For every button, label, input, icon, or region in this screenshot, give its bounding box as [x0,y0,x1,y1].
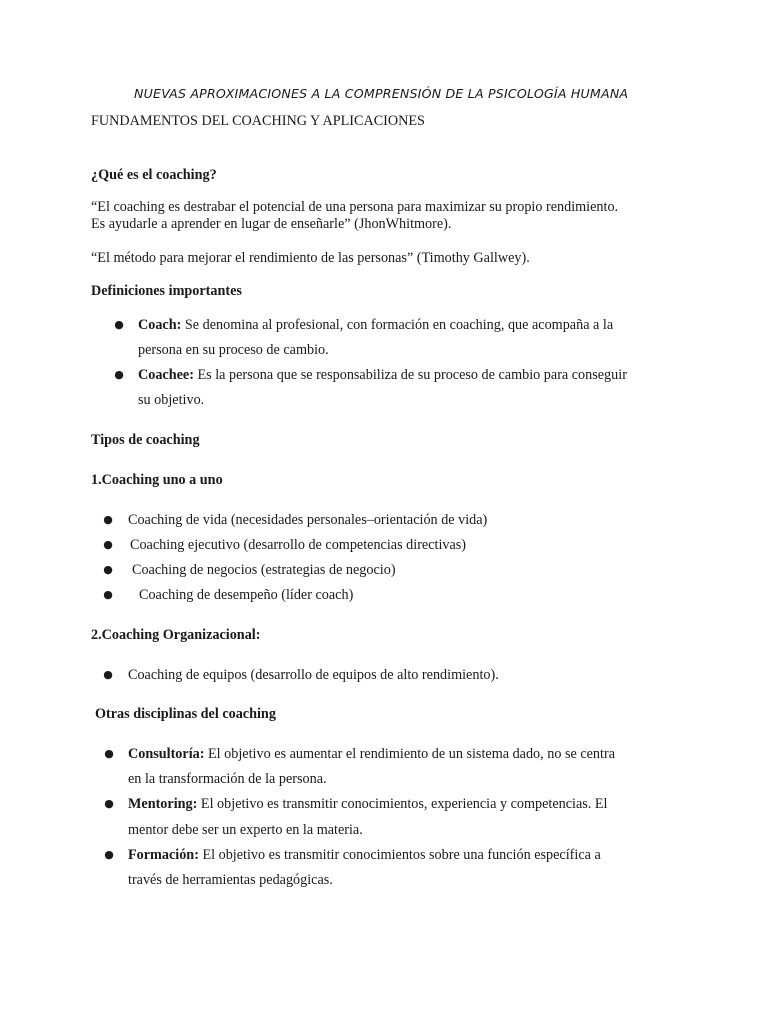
subsection-heading-one-to-one: 1.Coaching uno a uno [91,472,223,488]
definition-term: Coachee: [138,367,194,383]
bullet-icon: ● [104,747,114,760]
document-subtitle: FUNDAMENTOS DEL COACHING Y APLICACIONES [91,113,425,129]
bullet-icon: ● [103,668,113,681]
definition-text [138,316,613,334]
definition-body-line-2: su objetivo. [138,392,205,408]
subsection-heading-organizational: 2.Coaching Organizacional: [91,627,261,643]
quote-whitmore-line-1: “El coaching es destrabar el potencial de una persona para maximizar su propio rendimiento. [91,199,619,215]
definition-body-line-2: persona en su proceso de cambio. [138,342,329,358]
definition-text [138,366,627,384]
discipline-text [128,795,608,813]
list-item-text: Coaching de equipos (desarrollo de equipos de alto rendimiento). [128,667,499,683]
discipline-body-line-1: El objetivo es transmitir conocimientos, experiencia y competencias. El [197,796,608,812]
bullet-icon: ● [103,563,113,576]
discipline-body-line-2: través de herramientas pedagógicas. [128,872,333,888]
discipline-text [128,846,601,864]
bullet-icon: ● [114,318,124,331]
bullet-icon: ● [104,848,114,861]
quote-gallwey: “El método para mejorar el rendimiento de las personas” (Timothy Gallwey). [91,250,530,266]
document-title: NUEVAS APROXIMACIONES A LA COMPRENSIÓN DE LA PSICOLOGÍA HUMANA [134,86,629,101]
section-heading-definitions: Definiciones importantes [91,283,242,299]
definition-term: Coach: [138,317,182,333]
discipline-body-line-2: en la transformación de la persona. [128,771,327,787]
definition-body-line-1: Se denomina al profesional, con formación en coaching, que acompaña a la [181,317,614,333]
list-item-text: Coaching de negocios (estrategias de negocio) [132,562,396,578]
list-item-text: Coaching de vida (necesidades personales–orientación de vida) [128,512,488,528]
section-heading-other-disciplines: Otras disciplinas del coaching [95,706,276,722]
list-item-text: Coaching ejecutivo (desarrollo de competencias directivas) [130,537,467,553]
bullet-icon: ● [114,368,124,381]
definition-body-line-1: Es la persona que se responsabiliza de su proceso de cambio para conseguir [193,367,627,383]
discipline-body-line-1: El objetivo es aumentar el rendimiento de un sistema dado, no se centra [204,746,615,762]
list-item-text: Coaching de desempeño (líder coach) [139,587,354,603]
discipline-body-line-2: mentor debe ser un experto en la materia. [128,822,363,838]
bullet-icon: ● [104,797,114,810]
section-heading-what-is-coaching: ¿Qué es el coaching? [91,167,217,183]
quote-whitmore-line-2: Es ayudarle a aprender en lugar de enseñarle” (JhonWhitmore). [91,216,452,232]
discipline-text [128,745,615,763]
section-heading-types: Tipos de coaching [91,432,200,448]
bullet-icon: ● [103,513,113,526]
discipline-term: Consultoría: [128,746,205,762]
bullet-icon: ● [103,538,113,551]
bullet-icon: ● [103,588,113,601]
discipline-body-line-1: El objetivo es transmitir conocimientos sobre una función específica a [198,847,601,863]
discipline-term: Formación: [128,847,199,863]
discipline-term: Mentoring: [128,796,198,812]
